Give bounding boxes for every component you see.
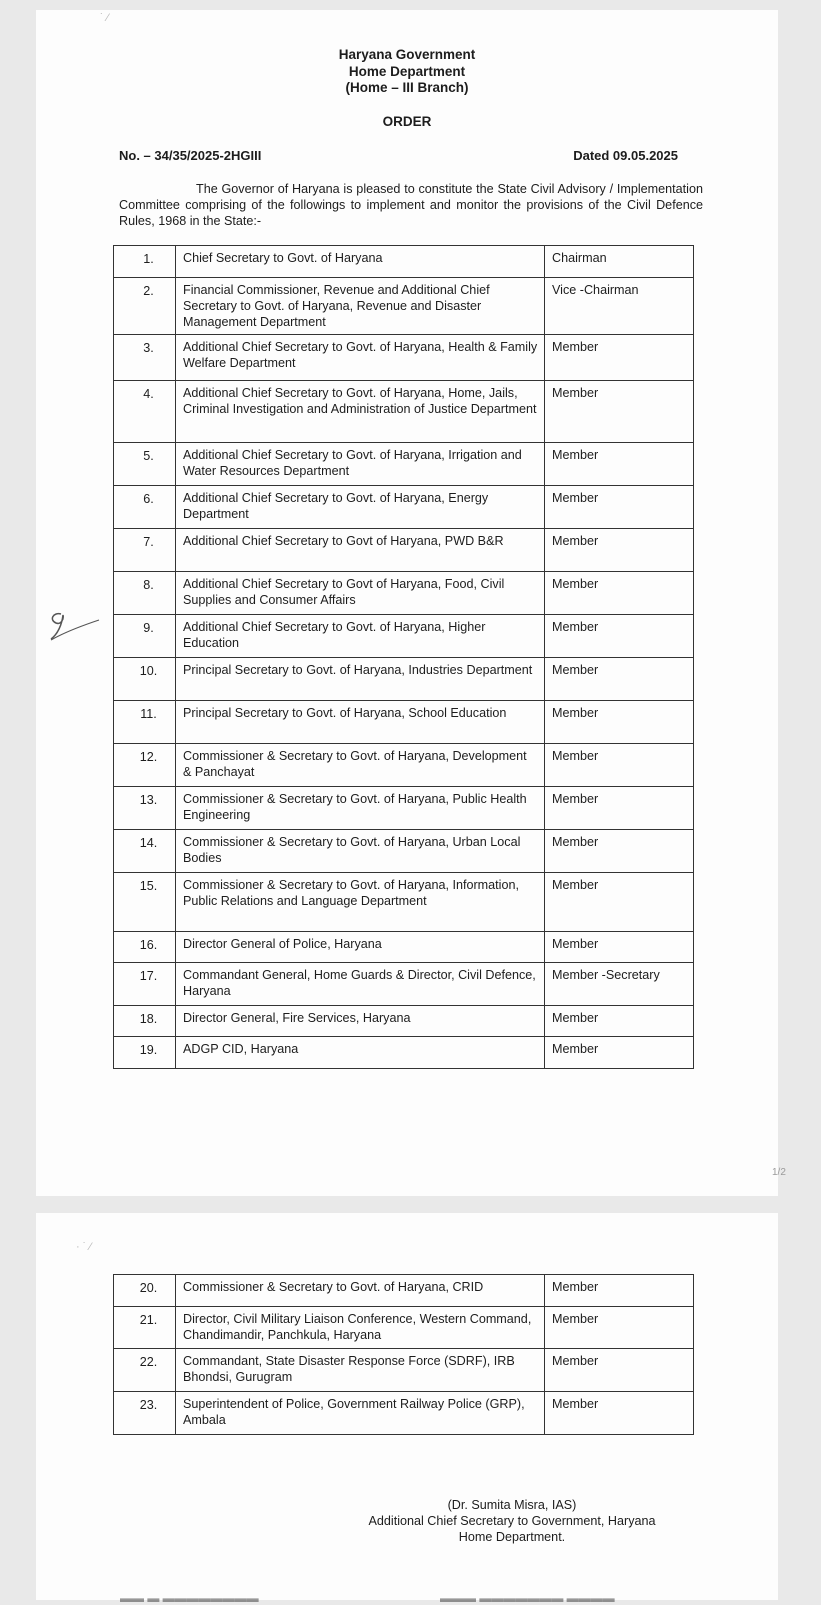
table-row — [114, 278, 694, 335]
serial-number-text: 1. — [143, 252, 154, 266]
serial-number — [114, 246, 176, 278]
serial-number-text: 10. — [139, 664, 158, 678]
table-row — [114, 529, 694, 572]
serial-number-text: 22. — [139, 1355, 158, 1369]
role-cell-text: Member -Secretary — [552, 968, 660, 982]
designation-cell — [176, 932, 545, 963]
serial-number-text: 3. — [143, 341, 154, 355]
designation-cell-text: Commissioner & Secretary to Govt. of Haryana, CRID — [183, 1280, 484, 1294]
designation-cell — [176, 1275, 545, 1307]
table-row — [114, 830, 694, 873]
serial-number — [114, 787, 176, 830]
designation-cell — [176, 1307, 545, 1349]
serial-number-text: 8. — [143, 578, 154, 592]
serial-number — [114, 335, 176, 381]
serial-number — [114, 443, 176, 486]
serial-number — [114, 830, 176, 873]
designation-cell-text: Commandant General, Home Guards & Director, Civil Defence, Haryana — [183, 968, 536, 998]
serial-number-text: 15. — [139, 879, 158, 893]
role-cell-text: Member — [552, 491, 599, 505]
table-row — [114, 1037, 694, 1069]
role-cell — [545, 1006, 694, 1037]
table-row — [114, 443, 694, 486]
serial-number-text: 9. — [143, 621, 154, 635]
table-row — [114, 658, 694, 701]
serial-number-text: 5. — [143, 449, 154, 463]
designation-cell-text: Commissioner & Secretary to Govt. of Haryana, Urban Local Bodies — [183, 835, 521, 865]
designation-cell-text: Commissioner & Secretary to Govt. of Haryana, Public Health Engineering — [183, 792, 527, 822]
designation-cell — [176, 658, 545, 701]
serial-number-text: 18. — [139, 1012, 158, 1026]
serial-number — [114, 963, 176, 1006]
designation-cell-text: Principal Secretary to Govt. of Haryana, School Education — [183, 706, 507, 720]
role-cell — [545, 830, 694, 873]
signatory-name: (Dr. Sumita Misra, IAS) — [447, 1498, 577, 1512]
role-cell — [545, 615, 694, 658]
table-row — [114, 963, 694, 1006]
role-cell — [545, 1349, 694, 1392]
serial-number-text: 19. — [139, 1043, 158, 1057]
serial-number-text: 13. — [139, 793, 158, 807]
designation-cell — [176, 873, 545, 932]
designation-cell-text: Additional Chief Secretary to Govt. of Haryana, Energy Department — [183, 491, 489, 521]
role-cell — [545, 381, 694, 443]
serial-number — [114, 529, 176, 572]
table-row — [114, 335, 694, 381]
serial-number — [114, 744, 176, 787]
table-row — [114, 932, 694, 963]
role-cell-text: Member — [552, 534, 599, 548]
serial-number — [114, 1037, 176, 1069]
letterhead — [36, 47, 778, 97]
role-cell — [545, 787, 694, 830]
designation-cell-text: Additional Chief Secretary to Govt of Haryana, Food, Civil Supplies and Consumer Affairs — [183, 577, 505, 607]
committee-members-table — [113, 245, 694, 1069]
serial-number-text: 7. — [143, 535, 154, 549]
serial-number — [114, 1307, 176, 1349]
handwritten-initial-icon — [43, 604, 103, 648]
role-cell-text: Member — [552, 1312, 599, 1326]
role-cell-text: Member — [552, 620, 599, 634]
designation-cell-text: Commandant, State Disaster Response Force (SDRF), IRB Bhondsi, Gurugram — [183, 1354, 515, 1384]
designation-cell — [176, 246, 545, 278]
table-row — [114, 744, 694, 787]
role-cell — [545, 529, 694, 572]
role-cell-text: Member — [552, 749, 599, 763]
serial-number-text: 2. — [143, 284, 154, 298]
serial-number — [114, 278, 176, 335]
designation-cell-text: Director, Civil Military Liaison Conference, Western Command, Chandimandir, Panchkula, Haryana — [183, 1312, 532, 1342]
designation-cell-text: Superintendent of Police, Government Railway Police (GRP), Ambala — [183, 1397, 525, 1427]
designation-cell — [176, 381, 545, 443]
signatory-designation: Additional Chief Secretary to Government, Haryana — [368, 1514, 656, 1528]
designation-cell — [176, 278, 545, 335]
role-cell-text: Member — [552, 1397, 599, 1411]
designation-cell-text: Additional Chief Secretary to Govt. of Haryana, Health & Family Welfare Department — [183, 340, 538, 370]
table-row — [114, 246, 694, 278]
committee-members-table-continued — [113, 1274, 694, 1435]
signature-block — [346, 1497, 678, 1545]
serial-number — [114, 873, 176, 932]
serial-number — [114, 615, 176, 658]
role-cell — [545, 963, 694, 1006]
table-row — [114, 572, 694, 615]
designation-cell-text: Financial Commissioner, Revenue and Additional Chief Secretary to Govt. of Haryana, Revenue and Disaster Management Department — [183, 283, 490, 329]
members-table-body-1 — [114, 246, 694, 1069]
serial-number — [114, 572, 176, 615]
designation-cell — [176, 701, 545, 744]
table-row — [114, 381, 694, 443]
role-cell — [545, 873, 694, 932]
header-government: Haryana Government — [338, 47, 476, 62]
role-cell-text: Member — [552, 792, 599, 806]
designation-cell — [176, 1349, 545, 1392]
table-row — [114, 787, 694, 830]
role-cell-text: Member — [552, 878, 599, 892]
designation-cell-text: Additional Chief Secretary to Govt. of Haryana, Irrigation and Water Resources Department — [183, 448, 522, 478]
document-page-1 — [36, 10, 786, 1196]
role-cell — [545, 572, 694, 615]
role-cell-text: Member — [552, 340, 599, 354]
designation-cell — [176, 1037, 545, 1069]
designation-cell-text: Additional Chief Secretary to Govt of Haryana, PWD B&R — [183, 534, 504, 548]
designation-cell — [176, 572, 545, 615]
table-row — [114, 1392, 694, 1435]
role-cell-text: Member — [552, 663, 599, 677]
role-cell — [545, 1037, 694, 1069]
members-table-body-2 — [114, 1275, 694, 1435]
serial-number-text: 20. — [139, 1281, 158, 1295]
designation-cell — [176, 744, 545, 787]
signatory-department: Home Department. — [458, 1530, 566, 1544]
serial-number-text: 21. — [139, 1313, 158, 1327]
role-cell-text: Member — [552, 835, 599, 849]
order-number: No. – 34/35/2025-2HGIII — [119, 148, 262, 163]
role-cell-text: Chairman — [552, 251, 607, 265]
page-indicator: 1/2 — [772, 1167, 786, 1178]
serial-number — [114, 658, 176, 701]
endorsement-date-cut: ▬▬▬ ▬▬▬▬▬▬▬ ▬▬▬▬ — [440, 1591, 615, 1605]
role-cell — [545, 1275, 694, 1307]
scan-mark: ˙ ⁄ — [100, 12, 109, 24]
serial-number-text: 17. — [139, 969, 158, 983]
designation-cell-text: Commissioner & Secretary to Govt. of Haryana, Information, Public Relations and Language Department — [183, 878, 519, 908]
role-cell — [545, 701, 694, 744]
serial-number-text: 23. — [139, 1398, 158, 1412]
serial-number — [114, 1006, 176, 1037]
designation-cell-text: Commissioner & Secretary to Govt. of Haryana, Development & Panchayat — [183, 749, 527, 779]
role-cell-text: Vice -Chairman — [552, 283, 639, 297]
table-row — [114, 615, 694, 658]
serial-number-text: 12. — [139, 750, 158, 764]
designation-cell-text: Additional Chief Secretary to Govt. of Haryana, Home, Jails, Criminal Investigation and Administration of Justice Department — [183, 386, 537, 416]
role-cell — [545, 1392, 694, 1435]
role-cell — [545, 246, 694, 278]
serial-number — [114, 1392, 176, 1435]
role-cell — [545, 278, 694, 335]
table-row — [114, 1275, 694, 1307]
role-cell-text: Member — [552, 937, 599, 951]
role-cell — [545, 744, 694, 787]
scan-mark: · ˙ ⁄ — [76, 1241, 92, 1253]
order-date: Dated 09.05.2025 — [573, 148, 678, 163]
designation-cell — [176, 615, 545, 658]
header-branch: (Home – III Branch) — [345, 80, 469, 95]
role-cell — [545, 443, 694, 486]
role-cell — [545, 335, 694, 381]
designation-cell — [176, 529, 545, 572]
designation-cell-text: Director General of Police, Haryana — [183, 937, 382, 951]
role-cell-text: Member — [552, 1280, 599, 1294]
designation-cell — [176, 335, 545, 381]
designation-cell — [176, 787, 545, 830]
role-cell-text: Member — [552, 1011, 599, 1025]
role-cell-text: Member — [552, 1354, 599, 1368]
order-intro-paragraph: The Governor of Haryana is pleased to constitute the State Civil Advisory / Implementation Committee comprising of the followings to implement and monitor the provisions of the Civil Defence Rules, 1968 in the State:- — [119, 182, 703, 228]
order-title: ORDER — [382, 114, 432, 129]
role-cell-text: Member — [552, 448, 599, 462]
role-cell — [545, 658, 694, 701]
designation-cell — [176, 963, 545, 1006]
table-row — [114, 1307, 694, 1349]
designation-cell-text: Director General, Fire Services, Haryana — [183, 1011, 411, 1025]
role-cell — [545, 932, 694, 963]
role-cell-text: Member — [552, 577, 599, 591]
serial-number-text: 4. — [143, 387, 154, 401]
role-cell — [545, 1307, 694, 1349]
serial-number — [114, 486, 176, 529]
serial-number-text: 14. — [139, 836, 158, 850]
serial-number — [114, 932, 176, 963]
designation-cell — [176, 830, 545, 873]
serial-number — [114, 701, 176, 744]
table-row — [114, 701, 694, 744]
serial-number-text: 16. — [139, 938, 158, 952]
designation-cell — [176, 486, 545, 529]
designation-cell-text: Principal Secretary to Govt. of Haryana, Industries Department — [183, 663, 533, 677]
serial-number — [114, 1349, 176, 1392]
designation-cell — [176, 1392, 545, 1435]
table-row — [114, 1006, 694, 1037]
designation-cell-text: Additional Chief Secretary to Govt. of Haryana, Higher Education — [183, 620, 486, 650]
table-row — [114, 873, 694, 932]
table-row — [114, 486, 694, 529]
serial-number-text: 11. — [140, 707, 157, 721]
designation-cell — [176, 1006, 545, 1037]
role-cell-text: Member — [552, 706, 599, 720]
role-cell — [545, 486, 694, 529]
role-cell-text: Member — [552, 386, 599, 400]
role-cell-text: Member — [552, 1042, 599, 1056]
serial-number — [114, 381, 176, 443]
designation-cell-text: ADGP CID, Haryana — [183, 1042, 299, 1056]
serial-number-text: 6. — [143, 492, 154, 506]
designation-cell — [176, 443, 545, 486]
table-row — [114, 1349, 694, 1392]
header-department: Home Department — [348, 63, 466, 79]
endorsement-number-cut: ▬▬ ▬ ▬▬▬▬▬▬▬▬ — [120, 1591, 259, 1605]
serial-number — [114, 1275, 176, 1307]
designation-cell-text: Chief Secretary to Govt. of Haryana — [183, 251, 383, 265]
